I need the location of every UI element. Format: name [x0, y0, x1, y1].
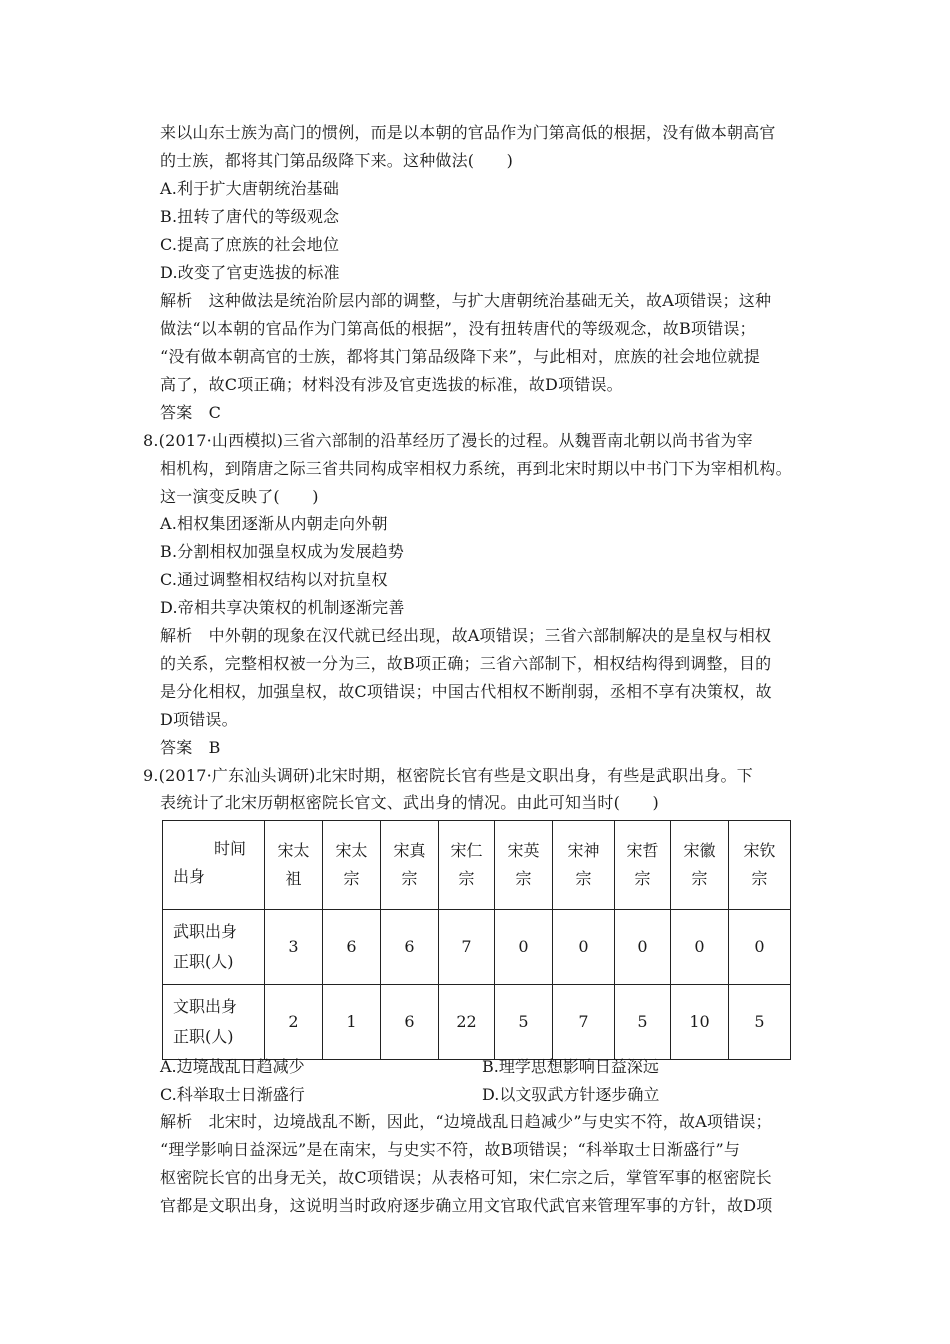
song-privy-council-table — [162, 820, 791, 1060]
q7-analysis-line-4: 高了，故C项正确；材料没有涉及官吏选拔的标准，故D项错误。 — [160, 375, 623, 394]
table-cell: 2 — [265, 985, 323, 1060]
q9-analysis-line-2: “理学影响日益深远”是在南宋，与史实不符，故B项错误；“科举取士日渐盛行”与 — [160, 1140, 741, 1159]
q8-option-c: C.通过调整相权结构以对抗皇权 — [160, 570, 388, 589]
q7-analysis-line-2: 做法“以本朝的官品作为门第高低的根据”，没有扭转唐代的等级观念，故B项错误； — [160, 319, 756, 338]
q9-analysis-line-4: 官都是文职出身，这说明当时政府逐步确立用文官取代武官来管理军事的方针，故D项 — [160, 1196, 773, 1215]
table-cell: 3 — [265, 910, 323, 985]
table-row-military — [163, 910, 791, 985]
table-cell: 10 — [671, 985, 729, 1060]
table-cell: 7 — [439, 910, 495, 985]
q9-option-b: B.理学思想影响日益深远 — [482, 1057, 659, 1076]
table-cell: 6 — [381, 910, 439, 985]
q8-stem-line-1: 8.(2017·山西模拟)三省六部制的沿革经历了漫长的过程。从魏晋南北朝以尚书省为宰 — [143, 431, 753, 450]
table-cell: 6 — [381, 985, 439, 1060]
table-cell: 0 — [615, 910, 671, 985]
q8-stem-line-3: 这一演变反映了( ) — [160, 487, 319, 506]
q9-analysis-line-3: 枢密院长官的出身无关，故C项错误；从表格可知，宋仁宗之后，掌管军事的枢密院长 — [160, 1168, 772, 1187]
q7-option-a: A.利于扩大唐朝统治基础 — [160, 179, 340, 198]
table-cell: 0 — [729, 910, 791, 985]
corner-label-origin: 出身 — [173, 867, 206, 886]
q7-answer: 答案 C — [160, 403, 222, 422]
table-cell: 22 — [439, 985, 495, 1060]
table-corner-cell — [163, 821, 265, 910]
q9-option-a: A.边境战乱日趋减少 — [160, 1057, 305, 1076]
q9-stem-line-1: 9.(2017·广东汕头调研)北宋时期，枢密院长官有些是文职出身，有些是武职出身。下 — [143, 766, 753, 785]
q9-option-d: D.以文驭武方针逐步确立 — [482, 1085, 660, 1104]
column-header: 宋神 宗 — [553, 821, 615, 910]
q7-analysis-line-1: 解析 这种做法是统治阶层内部的调整，与扩大唐朝统治基础无关，故A项错误；这种 — [160, 291, 772, 310]
table-cell: 0 — [671, 910, 729, 985]
q8-option-d: D.帝相共享决策权的机制逐渐完善 — [160, 598, 405, 617]
q9-option-c: C.科举取士日渐盛行 — [160, 1085, 305, 1104]
column-header: 宋仁 宗 — [439, 821, 495, 910]
q8-analysis-line-4: D项错误。 — [160, 710, 238, 729]
corner-label-time: 时间 — [213, 839, 246, 858]
table-cell: 1 — [323, 985, 381, 1060]
column-header: 宋英 宗 — [495, 821, 553, 910]
q9-stem-line-2: 表统计了北宋历朝枢密院长官文、武出身的情况。由此可知当时( ) — [160, 793, 659, 812]
table-cell: 5 — [729, 985, 791, 1060]
q8-option-b: B.分割相权加强皇权成为发展趋势 — [160, 542, 405, 561]
q8-analysis-line-1: 解析 中外朝的现象在汉代就已经出现，故A项错误；三省六部制解决的是皇权与相权 — [160, 626, 772, 645]
q8-stem-line-2: 相机构，到隋唐之际三省共同构成宰相权力系统，再到北宋时期以中书门下为宰相机构。 — [160, 459, 792, 478]
table-cell: 5 — [615, 985, 671, 1060]
table-row-civil — [163, 985, 791, 1060]
table-cell: 0 — [495, 910, 553, 985]
column-header: 宋真 宗 — [381, 821, 439, 910]
table-header-row — [163, 821, 791, 910]
q7-option-b: B.扭转了唐代的等级观念 — [160, 207, 340, 226]
q7-stem-line-2: 的士族，都将其门第品级降下来。这种做法( ) — [160, 151, 514, 170]
table-cell: 5 — [495, 985, 553, 1060]
table-cell: 7 — [553, 985, 615, 1060]
q8-analysis-line-2: 的关系，完整相权被一分为三，故B项正确；三省六部制下，相权结构得到调整，目的 — [160, 654, 772, 673]
q8-answer: 答案 B — [160, 738, 221, 757]
column-header: 宋钦 宗 — [729, 821, 791, 910]
q8-option-a: A.相权集团逐渐从内朝走向外朝 — [160, 514, 388, 533]
table-cell: 0 — [553, 910, 615, 985]
q7-stem-line-1: 来以山东士族为高门的惯例，而是以本朝的官品作为门第高低的根据，没有做本朝高官 — [160, 123, 776, 142]
q7-option-c: C.提高了庶族的社会地位 — [160, 235, 340, 254]
column-header: 宋太 宗 — [323, 821, 381, 910]
column-header: 宋太 祖 — [265, 821, 323, 910]
q7-analysis-line-3: “没有做本朝高官的士族，都将其门第品级降下来”，与此相对，庶族的社会地位就提 — [160, 347, 760, 366]
q9-analysis-line-1: 解析 北宋时，边境战乱不断，因此，“边境战乱日趋减少”与史实不符，故A项错误； — [160, 1112, 772, 1131]
table-cell: 6 — [323, 910, 381, 985]
row-label: 文职出身 正职(人) — [163, 985, 265, 1060]
column-header: 宋徽 宗 — [671, 821, 729, 910]
column-header: 宋哲 宗 — [615, 821, 671, 910]
q7-option-d: D.改变了官吏选拔的标准 — [160, 263, 340, 282]
row-label: 武职出身 正职(人) — [163, 910, 265, 985]
q8-analysis-line-3: 是分化相权，加强皇权，故C项错误；中国古代相权不断削弱，丞相不享有决策权，故 — [160, 682, 772, 701]
